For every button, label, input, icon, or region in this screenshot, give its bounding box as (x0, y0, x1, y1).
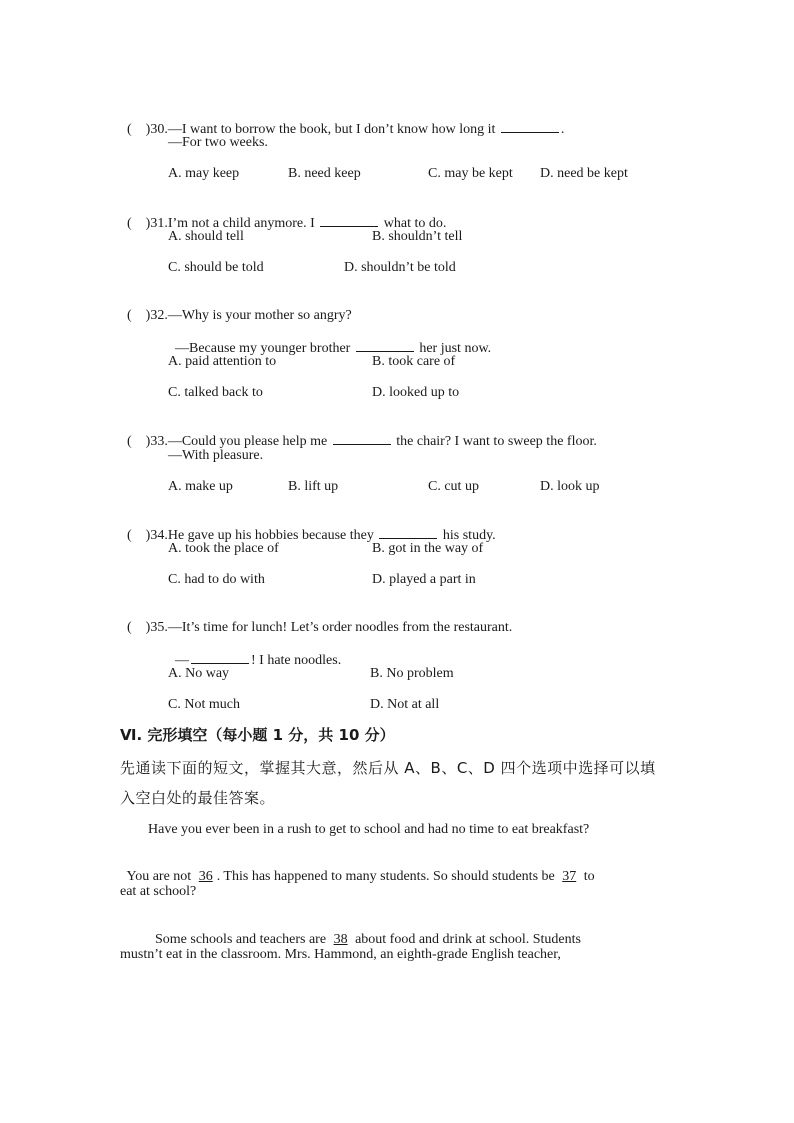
question-number: ( )33. (127, 434, 168, 449)
option-d: D. played a part in (372, 572, 476, 587)
option-b: B. got in the way of (372, 541, 484, 556)
question-31 (120, 198, 446, 232)
question-stem-end: the chair? I want to sweep the floor. (392, 434, 597, 449)
option-b: B. No problem (370, 666, 454, 681)
blank-38: 38 (333, 932, 348, 947)
option-c: C. talked back to (168, 385, 263, 400)
option-b: B. shouldn’t tell (372, 229, 463, 244)
option-d: D. Not at all (370, 697, 440, 712)
question-30 (120, 104, 564, 138)
passage-text: . This has happened to many students. So should students be (216, 869, 559, 884)
question-35 (120, 604, 512, 636)
question-stem: He gave up his hobbies because they (167, 528, 378, 543)
option-a: A. may keep (168, 166, 240, 181)
question-stem-end: his study. (439, 528, 496, 543)
reply-end: her just now. (415, 341, 492, 356)
option-d: D. shouldn’t be told (344, 260, 456, 275)
answer-blank (320, 214, 378, 227)
blank-36: 36 (198, 869, 213, 884)
option-d: D. looked up to (372, 385, 460, 400)
option-a: A. took the place of (168, 541, 279, 556)
question-stem: —Why is your mother so angry? (167, 308, 352, 323)
option-b: B. lift up (288, 479, 339, 494)
question-34 (120, 510, 496, 544)
passage-line-4 (148, 916, 581, 948)
passage-line-1: Have you ever been in a rush to get to school and had no time to eat breakfast? (148, 822, 590, 837)
reply-start: —Because my younger brother (175, 341, 354, 356)
section-instruction-cont: 入空白处的最佳答案。 (120, 789, 276, 807)
option-c: C. had to do with (168, 572, 265, 587)
answer-blank (379, 526, 437, 539)
answer-blank (333, 432, 391, 445)
question-number: ( )31. (127, 216, 168, 231)
passage-line-2 (120, 853, 595, 885)
option-b: B. took care of (372, 354, 456, 369)
reply-start: — (175, 653, 189, 668)
question-33 (120, 416, 597, 450)
option-c: C. should be told (168, 260, 264, 275)
option-d: D. look up (540, 479, 600, 494)
passage-text: You are not (126, 869, 195, 884)
question-32-reply (168, 323, 491, 357)
option-c: C. cut up (428, 479, 479, 494)
option-d: D. need be kept (540, 166, 628, 181)
option-a: A. should tell (168, 229, 244, 244)
passage-text: about food and drink at school. Students (351, 932, 581, 947)
option-a: A. paid attention to (168, 354, 277, 369)
question-30-reply: —For two weeks. (168, 135, 268, 150)
passage-line-5: mustn’t eat in the classroom. Mrs. Hammond, an eighth-grade English teacher, (120, 947, 561, 962)
question-number: ( )30. (127, 122, 168, 137)
question-stem-end: what to do. (380, 216, 447, 231)
reply-end: ! I hate noodles. (251, 653, 342, 668)
question-stem: —Could you please help me (167, 434, 331, 449)
answer-blank (501, 120, 559, 133)
passage-text: Some schools and teachers are (155, 932, 330, 947)
answer-blank (356, 339, 414, 352)
question-stem-end: . (560, 122, 565, 137)
answer-blank (191, 651, 249, 664)
option-c: C. Not much (168, 697, 240, 712)
option-a: A. make up (168, 479, 233, 494)
question-stem: —I want to borrow the book, but I don’t know how long it (167, 122, 499, 137)
question-number: ( )32. (127, 308, 168, 323)
section-title: Ⅵ. 完形填空（每小题 1 分，共 10 分） (120, 726, 395, 744)
section-instruction: 先通读下面的短文，掌握其大意，然后从 A、B、C、D 四个选项中选择可以填 (120, 759, 656, 777)
passage-text: to (580, 869, 595, 884)
question-stem: —It’s time for lunch! Let’s order noodles from the restaurant. (167, 620, 513, 635)
question-33-reply: —With pleasure. (168, 448, 264, 463)
passage-line-3: eat at school? (120, 884, 197, 899)
question-number: ( )35. (127, 620, 168, 635)
question-35-reply (168, 635, 341, 669)
option-c: C. may be kept (428, 166, 513, 181)
question-stem: I’m not a child anymore. I (167, 216, 319, 231)
question-32 (120, 292, 352, 324)
blank-37: 37 (562, 869, 577, 884)
option-b: B. need keep (288, 166, 361, 181)
question-number: ( )34. (127, 528, 168, 543)
option-a: A. No way (168, 666, 230, 681)
